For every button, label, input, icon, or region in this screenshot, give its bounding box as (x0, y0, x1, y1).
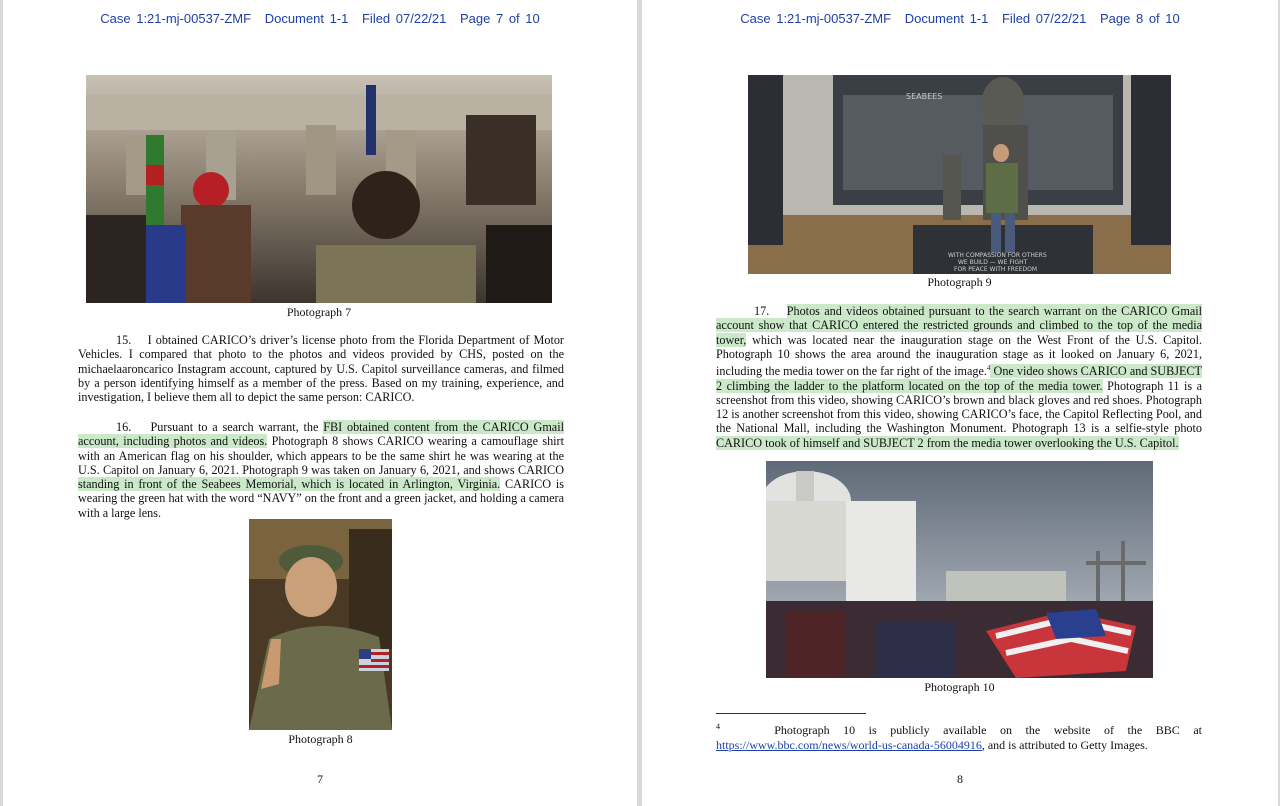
footnote-number: 4 (716, 722, 720, 731)
paragraph-17-text: which was located near the inauguration stage on the West Front of the U.S. Capitol. Photograph 10 shows the area around the inauguration stage as it looked on January 6, 2021, including the media tower on the far right of the image. (716, 332, 1202, 379)
page-indicator: Page 7 of 10 (460, 11, 540, 26)
photograph-7-caption: Photograph 7 (286, 305, 352, 319)
bbc-link[interactable]: https://www.bbc.com/news/world-us-canada-56004916 (716, 737, 982, 752)
photograph-8-caption: Photograph 8 (288, 732, 353, 746)
filed-date: Filed 07/22/21 (1001, 11, 1087, 26)
photograph-9 (748, 75, 1171, 274)
page-number: 8 (957, 772, 963, 786)
document-number: Document 1-1 (904, 11, 989, 26)
paragraph-17-text: 17. (754, 304, 787, 318)
paragraph-15: 15. I obtained CARICO’s driver’s license photo from the Florida Department of Motor Vehicles. I compared that photo to the photos and videos provided by CHS, posted on the michaelaaroncarico Instagram account, captured by U.S. Capitol surveillance cameras, and filmed by a person identifying himself as a member of the press. Based on my training, experience, and investigation, I believe them all to depict the same person: CARICO. (78, 333, 564, 405)
memorial-inscription: FOR PEACE WITH FREEDOM (954, 266, 1038, 273)
highlight: CARICO took of himself and SUBJECT 2 from the media tower overlooking the U.S. Capitol. (716, 435, 1179, 450)
highlight: FBI obtained content from the CARICO Gmail account, including photos and videos. (78, 420, 564, 449)
photograph-8 (249, 519, 392, 730)
memorial-title: SEABEES (906, 92, 943, 101)
case-number: Case 1:21-mj-00537-ZMF (100, 11, 252, 26)
photograph-9-caption: Photograph 9 (927, 275, 992, 289)
highlight: standing in front of the Seabees Memorial, which is located in Arlington, Virginia. (78, 477, 501, 492)
memorial-inscription: WITH COMPASSION FOR OTHERS (948, 252, 1047, 259)
photograph-10 (766, 461, 1153, 678)
photograph-10-caption: Photograph 10 (924, 680, 995, 694)
document-page-8 (642, 0, 1278, 806)
paragraph-16 (78, 420, 564, 520)
document-page-7 (3, 0, 637, 806)
footnote-reference: 4 (986, 364, 991, 373)
document-number: Document 1-1 (264, 11, 349, 26)
photograph-7 (86, 75, 552, 303)
case-number: Case 1:21-mj-00537-ZMF (740, 11, 892, 26)
paragraph-16-text: CARICO is wearing the green hat with the word “NAVY” on the front and a green jacket, and holding a camera with a large lens. (78, 477, 564, 520)
paragraph-17-text: Photograph 11 is a screenshot from this video, showing CARICO’s brown and black gloves and red shoes. Photograph 12 is another screenshot from this video, showing CARICO’s face, the Capitol Reflecting Pool, and the National Mall, including the Washington Monument. Photograph 13 is a selfie-style photo (716, 378, 1202, 436)
page-header (3, 11, 637, 26)
page-header (642, 11, 1278, 26)
highlight: Photos and videos obtained pursuant to the search warrant on the CARICO Gmail account show that CARICO entered the restricted grounds and climbed to the top of the media tower, (716, 304, 1203, 347)
paragraph-16-text: 16. Pursuant to a search warrant, the (116, 420, 324, 434)
paragraph-17 (716, 304, 1202, 450)
memorial-inscription: WE BUILD — WE FIGHT (958, 259, 1028, 266)
footnote-4 (716, 720, 1202, 752)
filed-date: Filed 07/22/21 (361, 11, 447, 26)
footnote-divider (716, 713, 866, 714)
page-indicator: Page 8 of 10 (1100, 11, 1180, 26)
page-number: 7 (317, 772, 323, 786)
footnote-text: Photograph 10 is publicly available on the website of the BBC at (774, 723, 1202, 737)
highlight: One video shows CARICO and SUBJECT 2 climbing the ladder to the platform located on the top of the media tower. (716, 364, 1202, 393)
footnote-tail: , and is attributed to Getty Images. (981, 737, 1148, 752)
paragraph-16-text: Photograph 8 shows CARICO wearing a camouflage shirt with an American flag on his shoulder, which appears to be the same shirt he was wearing at the U.S. Capitol on January 6, 2021. Photograph 9 was taken on January 6, 2021, and shows CARICO (78, 434, 565, 477)
